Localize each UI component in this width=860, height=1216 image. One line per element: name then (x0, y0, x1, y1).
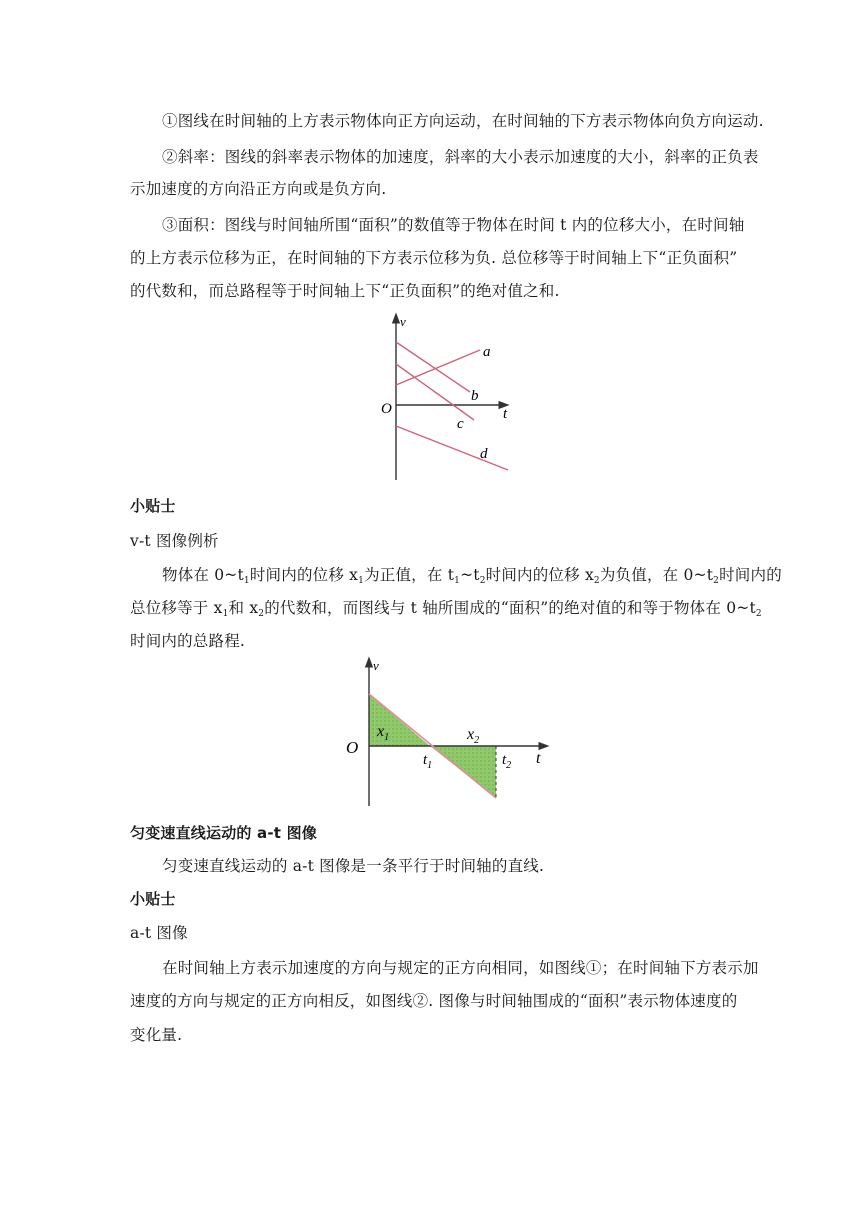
line-c-label: c (457, 416, 464, 432)
t1-label: $t_1$ (423, 752, 433, 771)
vt-graph-figure (370, 312, 515, 482)
tip1-subtitle: v-t 图像例析 (130, 532, 219, 550)
tip1-text-line2: 总位移等于 $x_1$和 $x_2$的代数和，而图线与 t 轴所围成的“面积”的绝对值的和等于物体在 $0\sim t_2$ (130, 599, 762, 619)
section2-heading: 匀变速直线运动的 a-t 图像 (130, 824, 317, 842)
paragraph-slope-line1: ②斜率：图线的斜率表示物体的加速度，斜率的大小表示加速度的大小，斜率的正负表 (162, 148, 759, 166)
origin-label: O (381, 401, 392, 417)
paragraph-direction: ①图线在时间轴的上方表示物体向正方向运动，在时间轴的下方表示物体向负方向运动. (162, 112, 764, 130)
line-b (396, 342, 470, 392)
tip2-heading: 小贴士 (130, 890, 176, 908)
origin-label: O (346, 738, 359, 757)
t2-label: $t_2$ (502, 752, 512, 771)
t-axis-label: t (503, 406, 508, 422)
paragraph-area-line2: 的上方表示位移为正，在时间轴的下方表示位移为负. 总位移等于时间轴上下“正负面积” (130, 249, 738, 267)
area-x1-label: $x_1$ (377, 723, 390, 743)
tip2-text-line3: 变化量. (130, 1026, 183, 1044)
paragraph-area-line3: 的代数和，而总路程等于时间轴上下“正负面积”的绝对值之和. (130, 282, 560, 300)
tip2-text-line1: 在时间轴上方表示加速度的方向与规定的正方向相同，如图线①；在时间轴下方表示加 (162, 959, 759, 977)
line-a (396, 350, 480, 385)
v-axis-label: v (400, 314, 406, 329)
v-axis-label: v (373, 658, 379, 673)
line-c (396, 364, 474, 420)
section2-text: 匀变速直线运动的 a-t 图像是一条平行于时间轴的直线. (162, 857, 545, 875)
tip1-text-line1: 物体在 $0\sim t_1$时间内的位移 $x_1$为正值，在 $t_1\sim t_2$时间内的位移 $x_2$为负值，在 $0\sim t_2$时间内的 (162, 566, 782, 586)
tip1-heading: 小贴士 (130, 497, 176, 515)
vt-area-figure (340, 656, 555, 812)
line-d-label: d (480, 446, 488, 462)
line-a-label: a (483, 344, 491, 360)
paragraph-area-line1: ③面积：图线与时间轴所围“面积”的数值等于物体在时间 t 内的位移大小，在时间轴 (162, 216, 745, 234)
tip2-text-line2: 速度的方向与规定的正方向相反，如图线②. 图像与时间轴围成的“面积”表示物体速度的 (130, 992, 738, 1010)
paragraph-slope-line2: 示加速度的方向沿正方向或是负方向. (130, 180, 387, 198)
line-b-label: b (471, 388, 479, 404)
line-d (396, 426, 508, 470)
area-x2-label: $x_2$ (467, 726, 480, 746)
tip1-text-line3: 时间内的总路程. (130, 632, 246, 650)
tip2-subtitle: a-t 图像 (130, 924, 188, 942)
t-axis-label: t (536, 750, 541, 767)
